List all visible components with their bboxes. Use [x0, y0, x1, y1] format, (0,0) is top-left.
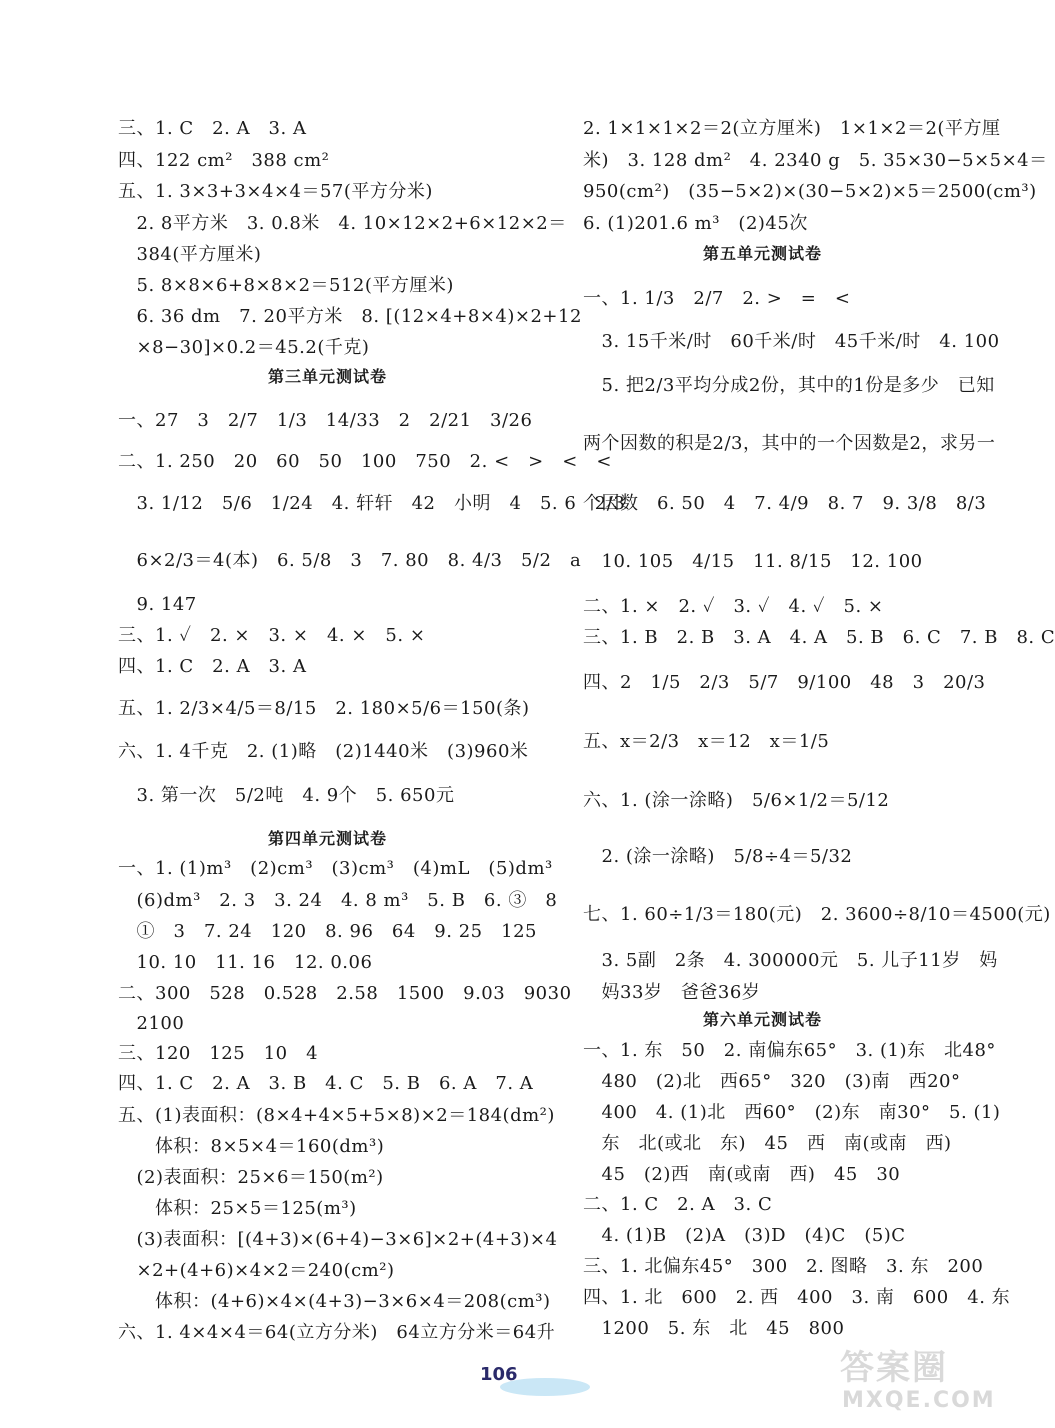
- answer-line: (6)dm³ 2. 3 3. 24 4. 8 m³ 5. B 6. ③ 8: [118, 890, 558, 911]
- watermark-url: MXQE.COM: [842, 1388, 996, 1413]
- answer-line: 六、1. 4千克 2. (1)略 (2)1440米 (3)960米: [118, 741, 529, 762]
- answer-line: 480 (2)北 西65° 320 (3)南 西20°: [583, 1071, 961, 1092]
- answer-line: 五、1. 3×3+3×4×4＝57(平方分米): [118, 181, 433, 202]
- answer-line: 4. (1)B (2)A (3)D (4)C (5)C: [583, 1225, 906, 1246]
- answer-line: 一、27 3 2/7 1/3 14/33 2 2/21 3/26: [118, 410, 533, 431]
- answer-line: 三、1. ✓ 2. × 3. × 4. × 5. ×: [118, 625, 426, 646]
- answer-line: 一、1. 1/3 2/7 2. > = <: [583, 288, 851, 309]
- answer-line: 六、1. (涂一涂略) 5/6×1/2＝5/12: [583, 790, 890, 811]
- answer-line: 四、1. C 2. A 3. B 4. C 5. B 6. A 7. A: [118, 1073, 534, 1094]
- answer-line: 四、2 1/5 2/3 5/7 9/100 48 3 20/3: [583, 672, 986, 693]
- answer-line: 六、1. 4×4×4＝64(立方分米) 64立方分米＝64升: [118, 1322, 556, 1343]
- answer-line: 三、120 125 10 4: [118, 1043, 319, 1064]
- answer-line: 个因数 6. 50 4 7. 4/9 8. 7 9. 3/8 8/3: [583, 493, 987, 514]
- answer-line: 2100: [118, 1013, 185, 1034]
- watermark-title: 答案圈: [840, 1348, 948, 1388]
- answer-line: 5. 把2/3平均分成2份，其中的1份是多少 已知: [583, 375, 995, 396]
- answer-line: 二、1. 250 20 60 50 100 750 2. < > < <: [118, 451, 612, 472]
- section-heading: 第三单元测试卷: [268, 367, 388, 386]
- answer-line: (3)表面积：[(4+3)×(6+4)−3×6]×2+(4+3)×4: [118, 1229, 558, 1250]
- answer-line: 5. 8×8×6+8×8×2＝512(平方厘米): [118, 275, 454, 296]
- answer-line: 950(cm²) (35−5×2)×(30−5×2)×5＝2500(cm³): [583, 181, 1037, 202]
- answer-line: 三、1. C 2. A 3. A: [118, 118, 307, 139]
- answer-line: 10. 105 4/15 11. 8/15 12. 100: [583, 551, 923, 572]
- answer-line: 2. 8平方米 3. 0.8米 4. 10×12×2+6×12×2＝: [118, 213, 567, 234]
- answer-line: 二、1. × 2. ✓ 3. ✓ 4. ✓ 5. ×: [583, 596, 884, 617]
- answer-line: 3. 15千米/时 60千米/时 45千米/时 4. 100: [583, 331, 1000, 352]
- answer-line: 6. 36 dm 7. 20平方米 8. [(12×4+8×4)×2+12: [118, 306, 582, 327]
- answer-line: 384(平方厘米): [118, 244, 262, 265]
- answer-line: 一、1. 东 50 2. 南偏东65° 3. (1)东 北48°: [583, 1040, 996, 1061]
- answer-line: 东 北(或北 东) 45 西 南(或南 西): [583, 1133, 952, 1154]
- answer-line: 体积：(4+6)×4×(4+3)−3×6×4＝208(cm³): [118, 1291, 551, 1312]
- answer-line: ×2+(4+6)×4×2＝240(cm²): [118, 1260, 395, 1281]
- answer-line: (2)表面积：25×6＝150(m²): [118, 1167, 384, 1188]
- answer-line: 1200 5. 东 北 45 800: [583, 1318, 845, 1339]
- answer-line: 6×2/3＝4(本) 6. 5/8 3 7. 80 8. 4/3 5/2 a: [118, 550, 582, 571]
- answer-line: ×8−30]×0.2＝45.2(千克): [118, 337, 370, 358]
- answer-line: 2. (涂一涂略) 5/8÷4＝5/32: [583, 846, 853, 867]
- answer-line: 2. 1×1×1×2＝2(立方厘米) 1×1×2＝2(平方厘: [583, 118, 1001, 139]
- answer-line: 一、1. (1)m³ (2)cm³ (3)cm³ (4)mL (5)dm³: [118, 858, 553, 879]
- answer-line: 3. 5副 2条 4. 300000元 5. 儿子11岁 妈: [583, 950, 998, 971]
- section-heading: 第四单元测试卷: [268, 829, 388, 848]
- section-heading: 第五单元测试卷: [703, 244, 823, 263]
- answer-line: 五、x＝2/3 x＝12 x＝1/5: [583, 731, 830, 752]
- answer-line: 3. 第一次 5/2吨 4. 9个 5. 650元: [118, 785, 455, 806]
- page-number: 106: [480, 1364, 518, 1385]
- answer-line: 妈33岁 爸爸36岁: [583, 982, 761, 1003]
- answer-line: 四、122 cm² 388 cm²: [118, 150, 330, 171]
- answer-line: 四、1. C 2. A 3. A: [118, 656, 307, 677]
- answer-line: 二、1. C 2. A 3. C: [583, 1194, 773, 1215]
- section-heading: 第六单元测试卷: [703, 1010, 823, 1029]
- answer-line: 七、1. 60÷1/3＝180(元) 2. 3600÷8/10＝4500(元): [583, 904, 1051, 925]
- answer-line: 米) 3. 128 dm² 4. 2340 g 5. 35×30−5×5×4＝: [583, 150, 1048, 171]
- answer-line: ① 3 7. 24 120 8. 96 64 9. 25 125: [118, 921, 537, 942]
- answer-line: 400 4. (1)北 西60° (2)东 南30° 5. (1): [583, 1102, 1001, 1123]
- answer-line: 两个因数的积是2/3，其中的一个因数是2，求另一: [583, 433, 996, 454]
- answer-line: 五、(1)表面积：(8×4+4×5+5×8)×2＝184(dm²): [118, 1105, 555, 1126]
- answer-line: 体积：25×5＝125(m³): [118, 1198, 357, 1219]
- answer-line: 四、1. 北 600 2. 西 400 3. 南 600 4. 东: [583, 1287, 1011, 1308]
- answer-line: 体积：8×5×4＝160(dm³): [118, 1136, 385, 1157]
- watermark-logo: [840, 1340, 996, 1420]
- answer-line: 三、1. 北偏东45° 300 2. 图略 3. 东 200: [583, 1256, 984, 1277]
- answer-line: 五、1. 2/3×4/5＝8/15 2. 180×5/6＝150(条): [118, 698, 530, 719]
- answer-line: 9. 147: [118, 594, 197, 615]
- answer-line: 45 (2)西 南(或南 西) 45 30: [583, 1164, 901, 1185]
- answer-line: 三、1. B 2. B 3. A 4. A 5. B 6. C 7. B 8. C: [583, 627, 1055, 648]
- answer-line: 6. (1)201.6 m³ (2)45次: [583, 213, 808, 234]
- answer-line: 二、300 528 0.528 2.58 1500 9.03 9030: [118, 983, 572, 1004]
- answer-line: 10. 10 11. 16 12. 0.06: [118, 952, 373, 973]
- answer-line: 3. 1/12 5/6 1/24 4. 轩轩 42 小明 4 5. 6 2/3: [118, 493, 626, 514]
